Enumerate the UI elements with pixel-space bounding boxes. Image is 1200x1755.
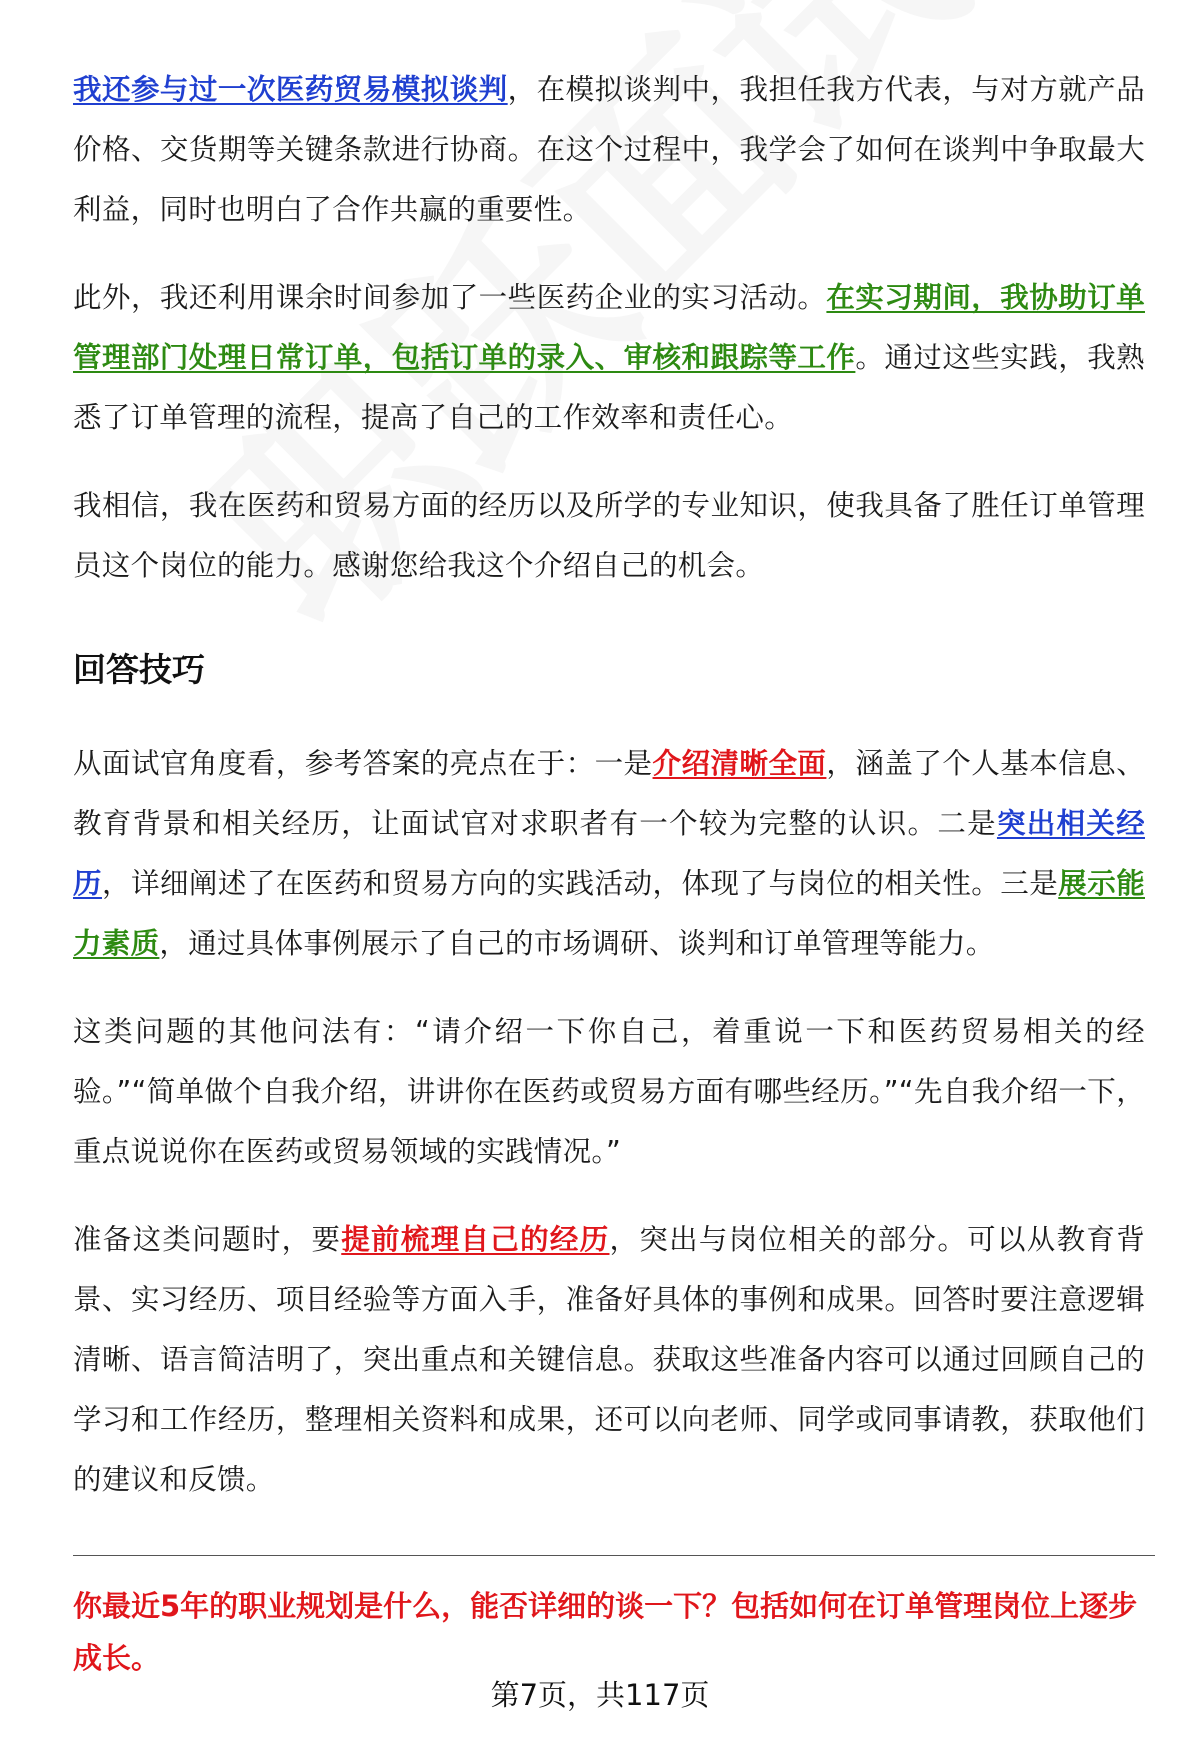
paragraph-alternative-questions [73,1002,1145,1182]
paragraph-preparation [73,1210,1145,1510]
paragraph-text: 我相信，我在医药和贸易方面的经历以及所学的专业知识，使我具备了胜任订单管理员这个岗位的能力。感谢您给我这个介绍自己的机会。 [73,489,1145,582]
page-number: 第7页，共117页 [490,1678,710,1712]
highlight-show-ability: 展示能力素质 [73,867,1145,960]
next-question: 你最近5年的职业规划是什么，能否详细的谈一下？包括如何在订单管理岗位上逐步成长。 [73,1589,1138,1675]
divider [73,1555,1155,1556]
paragraph-text: ，涵盖了个人基本信息、教育背景和相关经历，让面试官对求职者有一个较为完整的认识。二是 [73,747,1145,840]
highlight-clear-intro: 介绍清晰全面 [652,747,827,780]
paragraph-text: 。通过这些实践，我熟悉了订单管理的流程，提高了自己的工作效率和责任心。 [73,341,1145,434]
paragraph-internship [73,268,1145,448]
paragraph-conclusion [73,476,1145,596]
highlight-negotiation: 我还参与过一次医药贸易模拟谈判 [73,73,508,106]
paragraph-text: 准备这类问题时，要 [73,1223,342,1256]
paragraph-highlights [73,734,1145,974]
paragraph-text: ，突出与岗位相关的部分。可以从教育背景、实习经历、项目经验等方面入手，准备好具体的事例和成果。回答时要注意逻辑清晰、语言简洁明了，突出重点和关键信息。获取这些准备内容可以通过回顾自己的学习和工作经历，整理相关资料和成果，还可以向老师、同学或同事请教，获取他们的建议和反馈。 [73,1223,1145,1496]
highlight-relevant-experience: 突出相关经历 [73,807,1145,900]
paragraph-text: ，通过具体事例展示了自己的市场调研、谈判和订单管理等能力。 [159,927,995,960]
highlight-organize-experience: 提前梳理自己的经历 [341,1223,610,1256]
section-heading: 回答技巧 [73,650,205,689]
document-body [73,60,1145,1538]
paragraph-text: 从面试官角度看，参考答案的亮点在于：一是 [73,747,653,780]
paragraph-negotiation [73,60,1145,240]
paragraph-text: 此外，我还利用课余时间参加了一些医药企业的实习活动。 [73,281,827,314]
highlight-internship: 在实习期间，我协助订单管理部门处理日常订单，包括订单的录入、审核和跟踪等工作 [73,281,1145,374]
paragraph-text: ，在模拟谈判中，我担任我方代表，与对方就产品价格、交货期等关键条款进行协商。在这个过程中，我学会了如何在谈判中争取最大利益，同时也明白了合作共赢的重要性。 [73,73,1145,226]
paragraph-text: 这类问题的其他问法有：“请介绍一下你自己，着重说一下和医药贸易相关的经验。”“简单做个自我介绍，讲讲你在医药或贸易方面有哪些经历。”“先自我介绍一下，重点说说你在医药或贸易领域的实践情况。” [73,1015,1145,1168]
paragraph-text: ，详细阐述了在医药和贸易方向的实践活动，体现了与岗位的相关性。三是 [101,867,1059,900]
